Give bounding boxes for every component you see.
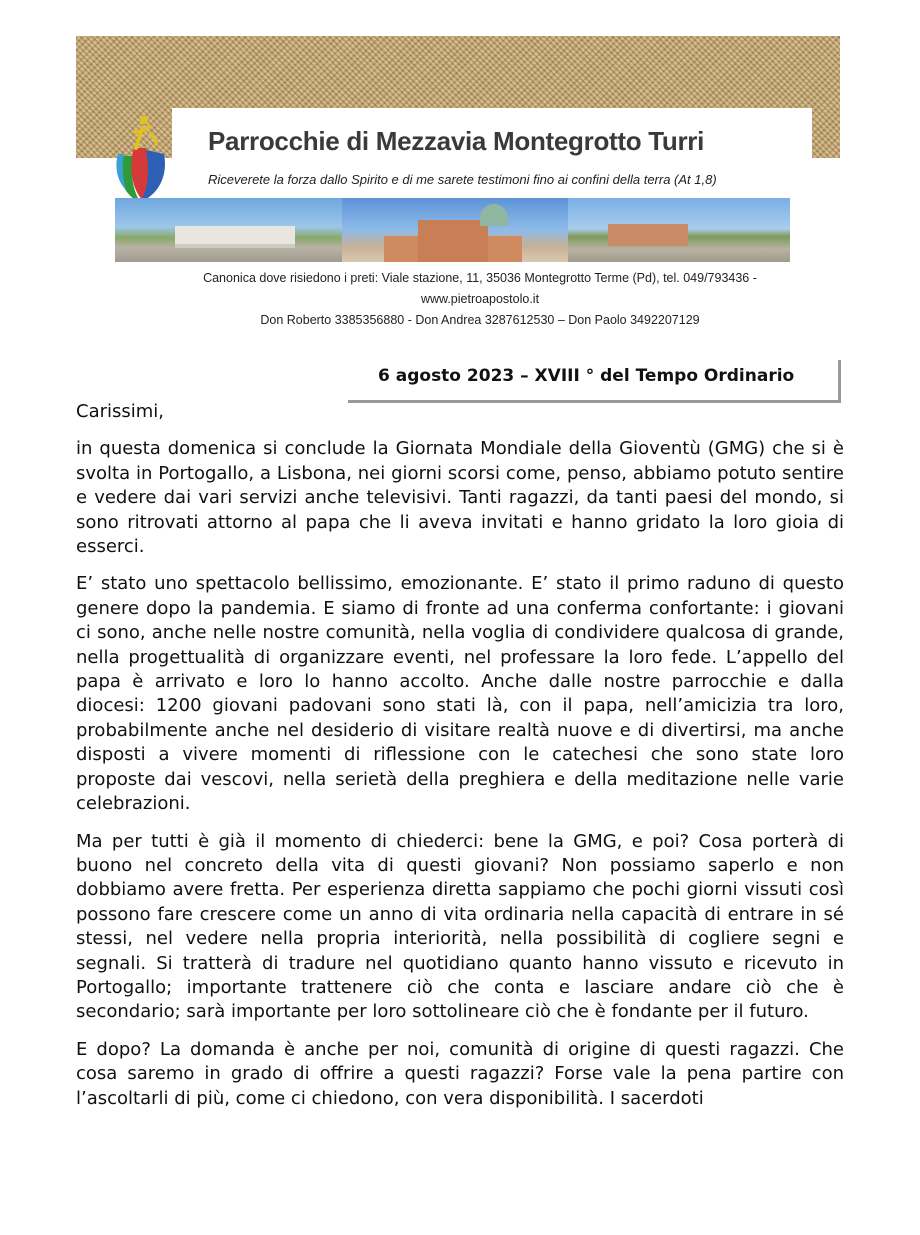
church-photo-turri: [568, 198, 790, 262]
letter-paragraph: in questa domenica si conclude la Giornata Mondiale della Gioventù (GMG) che si è svolta in Portogallo, a Lisbona, nei giorni scorsi come, penso, abbiamo potuto sentire e vedere dai vari servizi anche televisivi. Tanti ragazzi, da tanti paesi del mondo, si sono ritrovati attorno al papa che li aveva invitati e hanno gridato la loro gioia di esserci.: [76, 438, 844, 558]
date-heading-box: [348, 360, 841, 403]
church-photo-strip: [115, 198, 790, 262]
church-photo-montegrotto: [342, 198, 568, 262]
parish-logo-icon: [110, 98, 172, 204]
contact-block: [150, 268, 810, 331]
letter-paragraph: E’ stato uno spettacolo bellissimo, emozionante. E’ stato il primo raduno di questo genere dopo la pandemia. E siamo di fronte ad una conferma confortante: i giovani ci sono, anche nelle nostre comunità, nella voglia di condividere qualcosa di grande, nella progettualità di organizzare eventi, nel professare la loro fede. L’appello del papa è arrivato e loro lo hanno accolto. Anche dalle nostre parrocchie e dalla diocesi: 1200 giovani padovani sono stati là, con il papa, nell’amicizia tra loro, probabilmente anche nel desiderio di visitare realtà nuove e di divertirsi, ma anche disposti a vivere momenti di riflessione con le catechesi che sono state loro proposte dai vescovi, nella serietà della preghiera e della meditazione nelle varie celebrazioni.: [76, 573, 844, 815]
date-heading: 6 agosto 2023 – XVIII ° del Tempo Ordinario: [378, 366, 795, 386]
letter-paragraph: Ma per tutti è già il momento di chiederci: bene la GMG, e poi? Cosa porterà di buono nel concreto della vita di questi giovani? Non possiamo saperlo e non dobbiamo avere fretta. Per esperienza diretta sappiamo che pochi giorni vissuti così possono fare crescere come un anno di vita ordinaria nella capacità di entrare in sé stessi, nel vedere nella propria interiorità, nella possibilità di cogliere segni e segnali. Si tratterà di tradure nel quotidiano quanto hanno vissuto e ricevuto in Portogallo; importante trattenere ciò che conta e lasciare andare ciò che è secondario; sarà importante per loro sottolineare ciò che è fondante per il futuro.: [76, 830, 844, 1023]
letter-paragraph: E dopo? La domanda è anche per noi, comunità di origine di questi ragazzi. Che cosa saremo in grado di offrire a questi ragazzi? Forse vale la pena partire con l’ascoltarli di più, come ci chiedono, con vera disponibilità. I sacerdoti: [76, 1038, 844, 1109]
contact-address-line: Canonica dove risiedono i preti: Viale stazione, 11, 35036 Montegrotto Terme (Pd), tel. 049/793436 -: [203, 271, 757, 285]
parish-motto: Riceverete la forza dallo Spirito e di me sarete testimoni fino ai confini della terra (At 1,8): [208, 172, 717, 187]
parish-title: Parrocchie di Mezzavia Montegrotto Turri: [208, 126, 705, 156]
contact-priests-line: Don Roberto 3385356880 - Don Andrea 3287612530 – Don Paolo 3492207129: [260, 313, 700, 327]
letter-body: [76, 400, 844, 1124]
letter-salutation: Carissimi,: [76, 401, 165, 422]
contact-website-line: www.pietroapostolo.it: [420, 292, 540, 306]
church-photo-mezzavia: [115, 198, 342, 262]
